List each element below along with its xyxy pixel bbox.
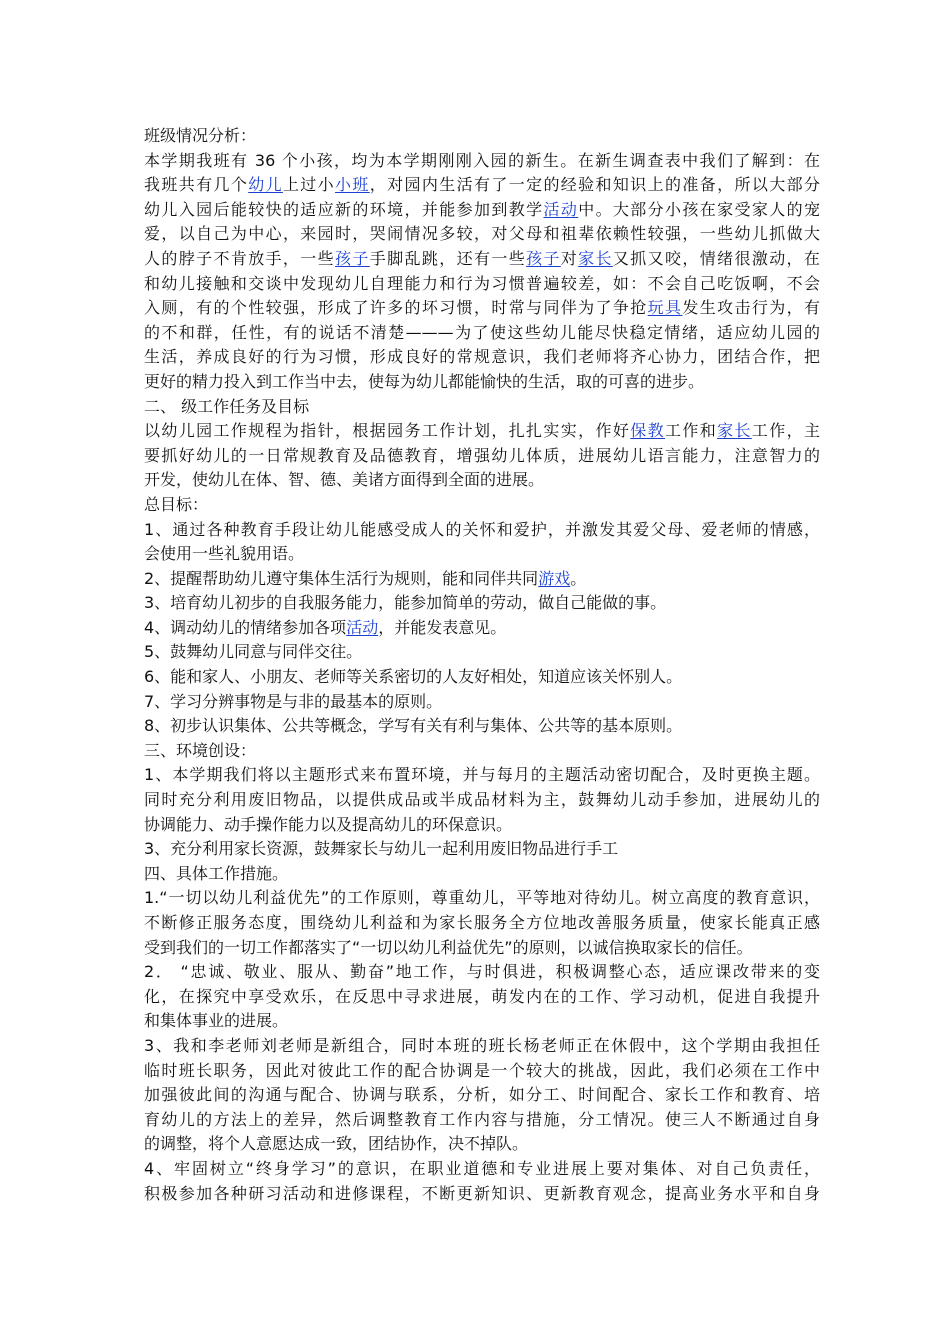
text-line: 的调整，将个人意愿达成一致，团结协作，决不掉队。 [144,1134,529,1154]
text-span: 幼儿入园后能较快的适应新的环境，并能参加到教学 [144,199,544,219]
text-span: ，对园内生活有了一定的经验和知识上的准备，所以大部分 [369,175,820,195]
text-span: 工作和 [665,421,718,441]
keyword-link[interactable]: 玩具 [647,298,683,318]
keyword-link[interactable]: 孩子 [335,248,370,268]
text-line: 更好的精力投入到工作当中去，使每为幼儿都能愉快的生活，取的可喜的进步。 [144,371,705,391]
text-line [144,296,820,321]
text-span: 4、调动幼儿的情绪参加各项 [144,617,347,637]
keyword-link[interactable]: 幼儿 [248,175,283,195]
text-line: 协调能力、动手操作能力以及提高幼儿的环保意识。 [144,814,513,834]
text-line: 生活，养成良好的行为习惯，形成良好的常规意识，我们老师将齐心协力，团结合作，把 [144,347,820,367]
text-line [144,616,820,641]
text-line: 3、充分利用家长资源，鼓舞家长与幼儿一起利用废旧物品进行手工 [144,839,619,859]
text-line: 开发，使幼儿在体、智、德、美诸方面得到全面的进展。 [144,470,545,490]
text-line: 总目标： [144,494,209,514]
text-line: 育幼儿的方法上的差异，然后调整教育工作内容与措施，分工情况。使三人不断通过自身 [144,1109,820,1129]
text-line: 加强彼此间的沟通与配合、协调与联系，分析，如分工、时间配合、家长工作和教育、培 [144,1085,820,1105]
text-line: 和幼儿接触和交谈中发现幼儿自理能力和行为习惯普遍较差，如：不会自己吃饭啊，不会 [144,273,820,293]
text-line: 1、本学期我们将以主题形式来布置环境，并与每月的主题活动密切配合，及时更换主题。 [144,765,820,785]
document-page [144,124,820,1206]
keyword-link[interactable]: 家长 [717,421,752,441]
keyword-link[interactable]: 小班 [335,175,370,195]
text-line: 1.“一切以幼儿利益优先”的工作原则，尊重幼儿，平等地对待幼儿。树立高度的教育意识， [144,888,820,908]
text-line: 临时班长职务，因此对彼此工作的配合协调是一个较大的挑战，因此，我们必须在工作中 [144,1060,820,1080]
text-line: 班级情况分析： [144,126,257,145]
text-line [144,419,820,444]
keyword-link[interactable]: 家长 [578,248,613,268]
text-line: 不断修正服务态度，围绕幼儿利益和为家长服务全方位地改善服务质量，使家长能真正感 [144,913,820,932]
text-line: 受到我们的一切工作都落实了“一切以幼儿利益优先”的原则，以诚信换取家长的信任。 [144,937,753,957]
text-line: 5、鼓舞幼儿同意与同伴交往。 [144,642,363,662]
keyword-link[interactable]: 游戏 [538,568,571,588]
text-line [144,247,820,272]
text-span: 2、提醒帮助幼儿遵守集体生活行为规则，能和同伴共同 [144,568,539,588]
text-span: ，并能发表意见。 [378,617,507,637]
text-span: 。 [570,568,587,588]
keyword-link[interactable]: 活动 [543,199,579,219]
text-line: 6、能和家人、小朋友、老师等关系密切的人友好相处，知道应该关怀别人。 [144,667,683,687]
text-line: 化，在探究中享受欢乐，在反思中寻求进展，萌发内在的工作、学习动机，促进自我提升 [144,986,820,1006]
text-line: 四、具体工作措施。 [144,863,289,883]
text-line [144,567,820,592]
text-line: 2． “忠诚、敬业、服从、勤奋”地工作，与时俱进，积极调整心态，适应课改带来的变 [144,962,820,982]
text-line: 4、牢固树立“终身学习”的意识，在职业道德和专业进展上要对集体、对自己负责任， [144,1158,820,1178]
text-span: 发生攻击行为，有 [682,298,820,318]
text-line: 三、环境创设： [144,740,257,760]
keyword-link[interactable]: 活动 [346,617,379,637]
text-line: 和集体事业的进展。 [144,1011,289,1031]
text-line: 8、初步认识集体、公共等概念，学写有关有利与集体、公共等的基本原则。 [144,716,683,736]
text-span: 手脚乱跳，还有一些 [369,248,527,268]
text-line: 同时充分利用废旧物品，以提供成品或半成品材料为主，鼓舞幼儿动手参加，进展幼儿的 [144,790,820,810]
text-line: 积极参加各种研习活动和进修课程，不断更新知识、更新教育观念，提高业务水平和自身 [144,1183,820,1203]
text-line: 会使用一些礼貌用语。 [144,544,305,564]
text-span: 以幼儿园工作规程为指针，根据园务工作计划，扎扎实实，作好 [144,421,631,441]
keyword-link[interactable]: 保教 [630,421,665,441]
text-span: 入厕，有的个性较强，形成了许多的坏习惯，时常与同伴为了争抢 [144,298,648,318]
text-span: 又抓又咬，情绪很激动，在 [612,248,820,268]
text-line: 3、我和李老师刘老师是新组合，同时本班的班长杨老师正在休假中，这个学期由我担任 [144,1035,820,1055]
text-span: 中。大部分小孩在家受家人的宠 [578,199,820,219]
keyword-link[interactable]: 孩子 [526,248,561,268]
text-span: 工作，主 [751,421,820,441]
text-line [144,173,820,198]
text-span: 上过小 [282,175,336,195]
text-span: 我班共有几个 [144,175,249,195]
text-line: 本学期我班有 36 个小孩，均为本学期刚刚入园的新生。在新生调查表中我们了解到：在 [144,150,820,170]
text-line: 3、培育幼儿初步的自我服务能力，能参加简单的劳动，做自己能做的事。 [144,593,667,613]
text-line: 爱，以自己为中心，来园时，哭闹情况多较，对父母和祖辈依赖性较强，一些幼儿抓做大 [144,224,820,244]
text-line: 要抓好幼儿的一日常规教育及品德教育，增强幼儿体质，进展幼儿语言能力，注意智力的 [144,445,820,465]
text-line [144,198,820,223]
text-line: 的不和群，任性，有的说话不清楚———为了使这些幼儿能尽快稳定情绪，适应幼儿园的 [144,322,820,342]
text-span: 对 [560,248,579,268]
text-line: 1、通过各种教育手段让幼儿能感受成人的关怀和爱护，并激发其爱父母、爱老师的情感， [144,519,820,539]
text-line: 二、 级工作任务及目标 [144,396,310,416]
text-line: 7、学习分辨事物是与非的最基本的原则。 [144,691,443,711]
text-span: 人的脖子不肯放手，一些 [144,248,336,268]
